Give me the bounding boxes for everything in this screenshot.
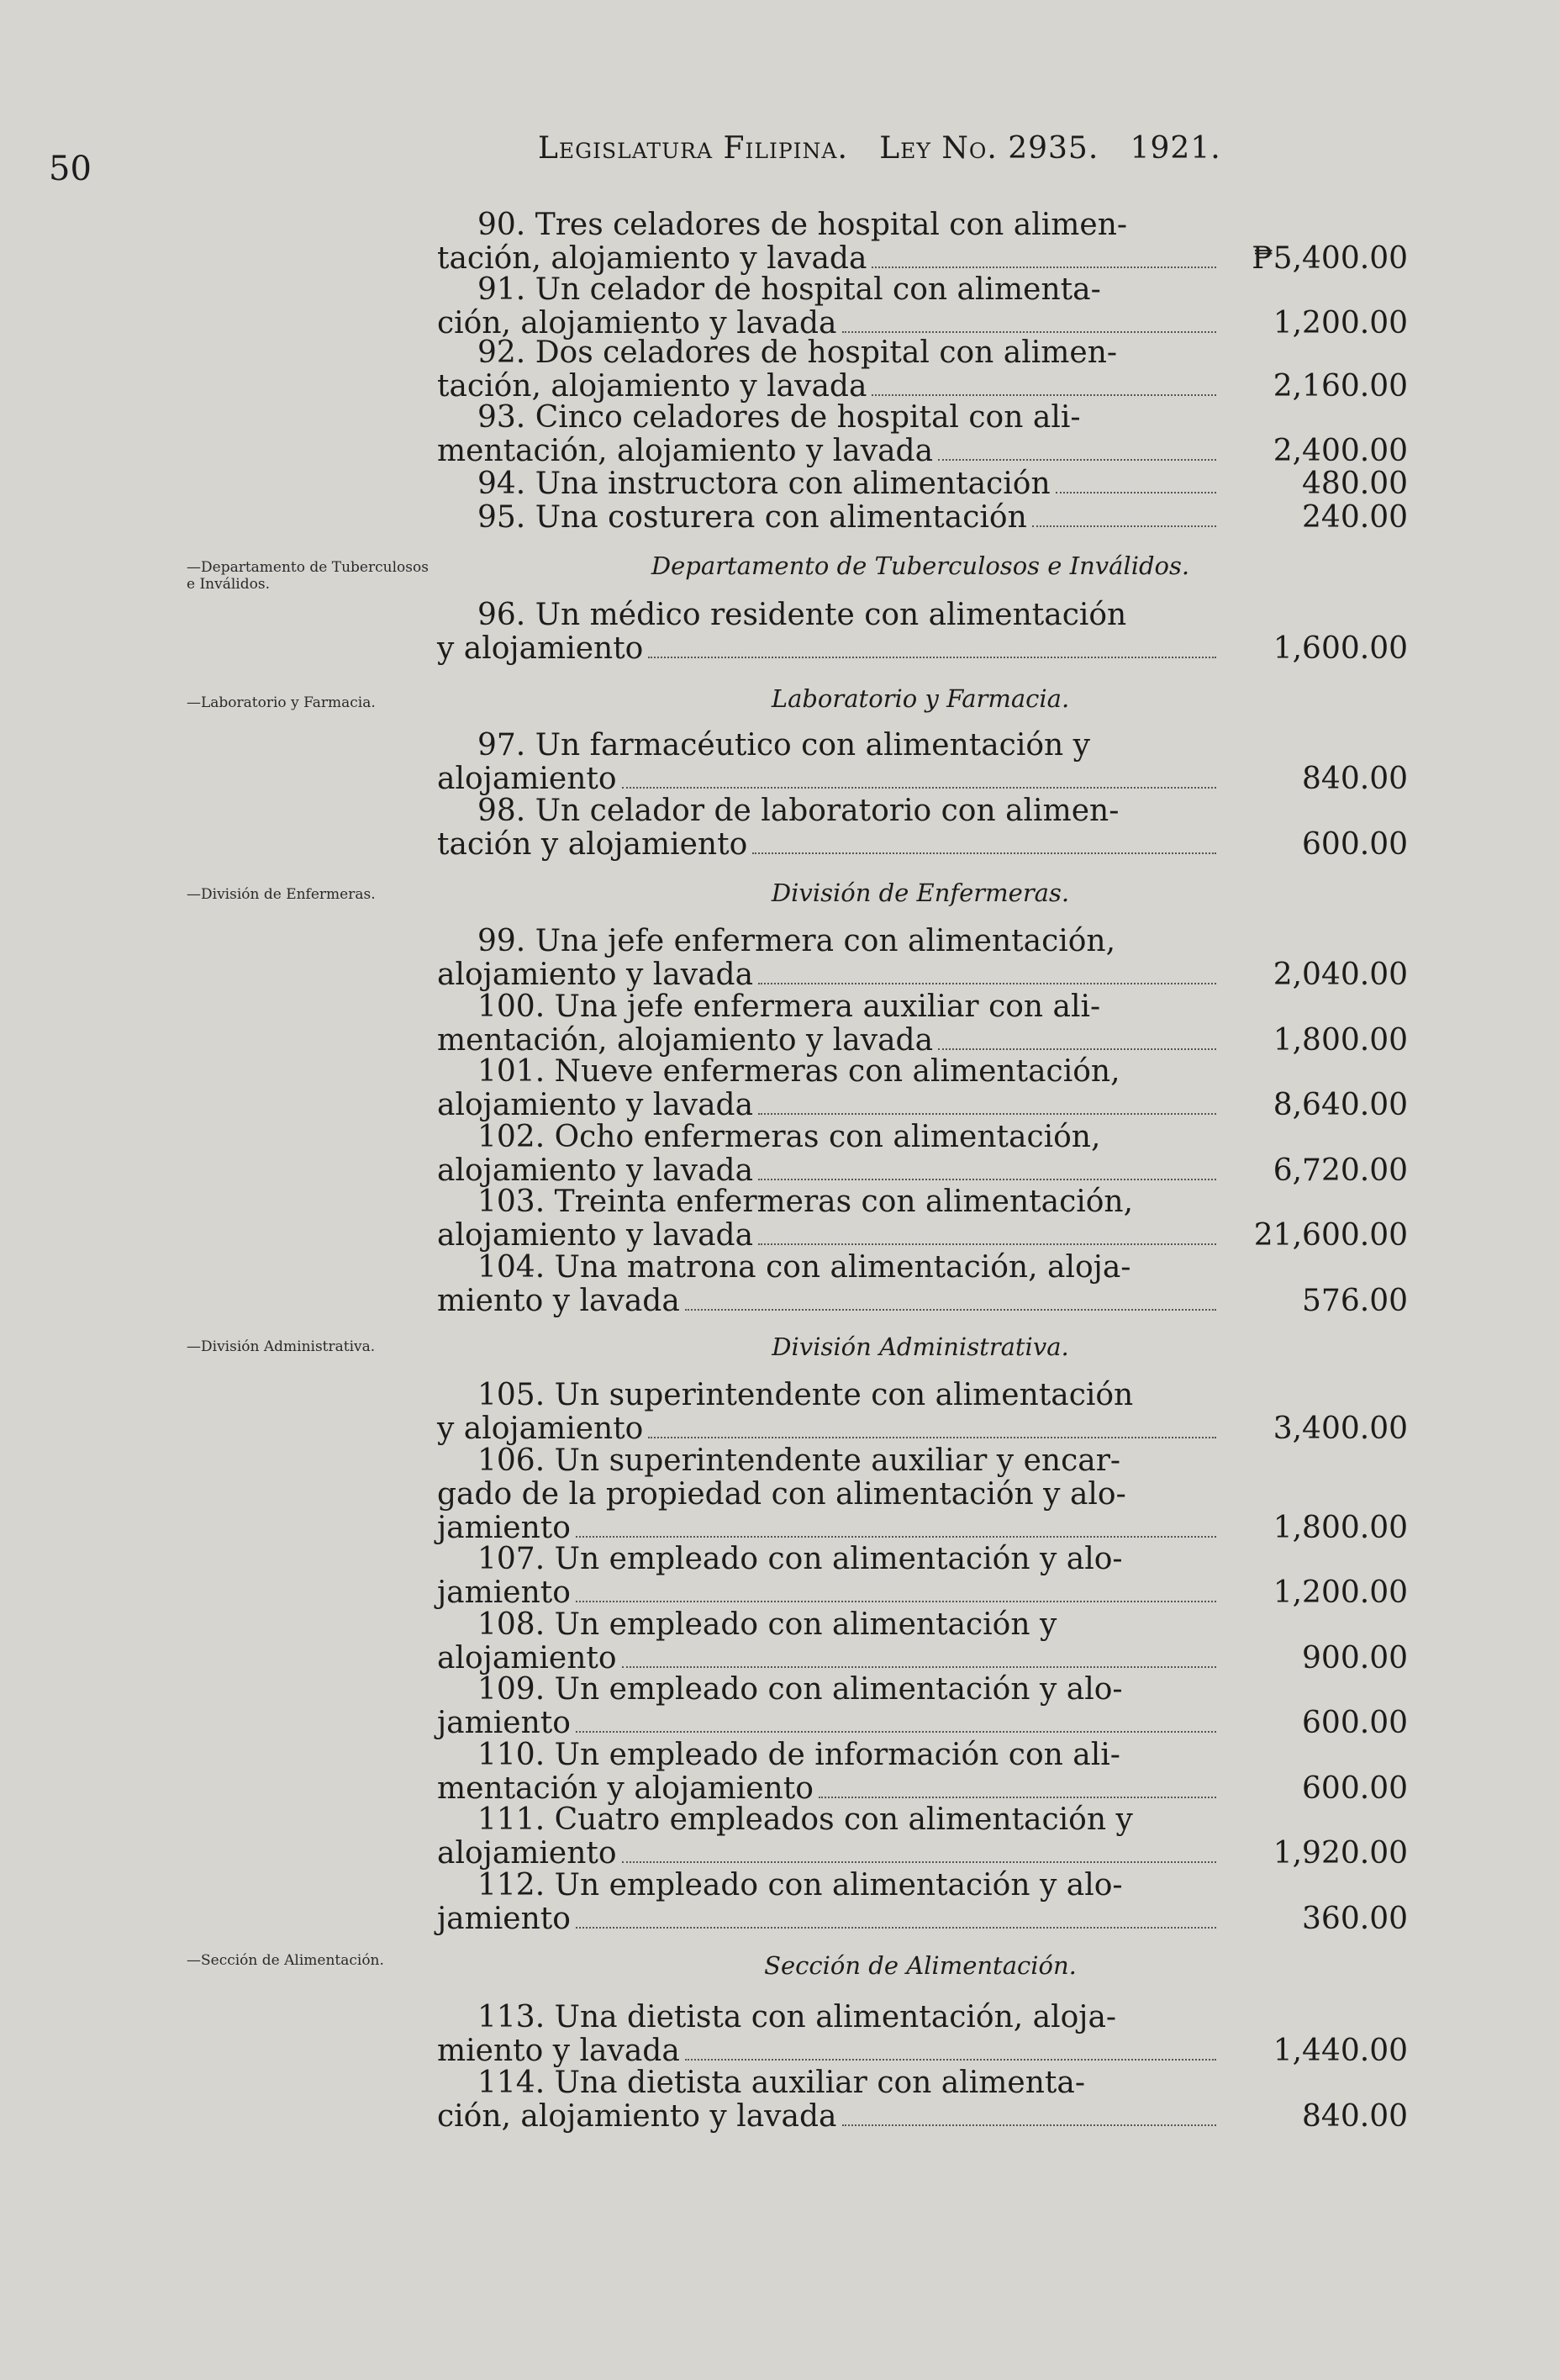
item-line: mentación, alojamiento y lavada — [437, 434, 934, 468]
item-line: alojamiento — [437, 1641, 617, 1675]
item-amount: 480.00 — [1302, 467, 1408, 501]
item-line: tación, alojamiento y lavada — [437, 369, 867, 404]
item-line: alojamiento — [437, 762, 617, 796]
item-amount: 2,040.00 — [1273, 958, 1408, 992]
budget-item — [437, 1379, 1408, 1446]
budget-item — [437, 729, 1408, 796]
section-heading: Sección de Alimentación. — [764, 1951, 1077, 1980]
section-heading: Departamento de Tuberculosos e Inválidos. — [651, 551, 1190, 580]
item-amount: 1,440.00 — [1273, 2034, 1408, 2068]
item-amount: ₱5,400.00 — [1252, 241, 1408, 276]
item-amount: 2,400.00 — [1273, 434, 1408, 468]
item-line: jamiento — [437, 1575, 571, 1610]
budget-item — [437, 599, 1408, 666]
budget-item — [437, 2066, 1408, 2134]
item-line: mentación, alojamiento y lavada — [437, 1023, 934, 1058]
item-amount: 8,640.00 — [1273, 1088, 1408, 1122]
budget-item — [437, 990, 1408, 1058]
item-line: alojamiento y lavada — [437, 958, 754, 992]
budget-item — [437, 1673, 1408, 1740]
item-line: 106. Un superintendente auxiliar y encar- — [477, 1443, 1121, 1478]
item-line: tación, alojamiento y lavada — [437, 241, 867, 276]
margin-note: —Departamento de Tuberculosos e Inválidos. — [187, 559, 429, 593]
item-line: jamiento — [437, 1706, 571, 1740]
budget-item — [437, 467, 1408, 501]
item-amount: 21,600.00 — [1253, 1218, 1408, 1253]
margin-note: —División de Enfermeras. — [187, 886, 376, 903]
budget-item — [437, 2001, 1408, 2068]
item-line: tación y alojamiento — [437, 827, 748, 862]
budget-item — [437, 1869, 1408, 1936]
item-line: alojamiento y lavada — [437, 1218, 754, 1253]
budget-item — [437, 925, 1408, 992]
item-line: 112. Un empleado con alimentación y alo- — [477, 1868, 1123, 1902]
margin-note: —Laboratorio y Farmacia. — [187, 694, 376, 711]
item-line: 90. Tres celadores de hospital con alimen- — [477, 208, 1128, 242]
section-heading: Laboratorio y Farmacia. — [771, 684, 1070, 713]
item-line: 93. Cinco celadores de hospital con ali- — [477, 400, 1081, 435]
item-amount: 840.00 — [1302, 2099, 1408, 2134]
section-heading: División de Enfermeras. — [771, 879, 1070, 907]
item-amount: 1,800.00 — [1273, 1511, 1408, 1545]
item-line: 96. Un médico residente con alimentación — [477, 598, 1127, 632]
item-line: 98. Un celador de laboratorio con alimen- — [477, 794, 1120, 828]
item-amount: 360.00 — [1302, 1902, 1408, 1936]
item-line: 111. Cuatro empleados con alimentación y — [477, 1802, 1133, 1837]
item-line: 103. Treinta enfermeras con alimentación, — [477, 1185, 1134, 1219]
item-line: mentación y alojamiento — [437, 1771, 814, 1806]
item-amount: 6,720.00 — [1273, 1153, 1408, 1188]
page-number: 50 — [49, 150, 92, 188]
running-head — [538, 131, 1221, 166]
item-line: 110. Un empleado de información con ali- — [477, 1738, 1120, 1772]
item-amount: 600.00 — [1302, 827, 1408, 862]
item-line: 109. Un empleado con alimentación y alo- — [477, 1672, 1123, 1707]
item-line: 91. Un celador de hospital con alimenta- — [477, 272, 1101, 307]
header-law: Ley No. 2935. — [879, 131, 1099, 166]
item-line: 97. Un farmacéutico con alimentación y — [477, 728, 1090, 763]
budget-item — [437, 1444, 1408, 1545]
item-line: jamiento — [437, 1902, 571, 1936]
item-line: alojamiento y lavada — [437, 1153, 754, 1188]
item-amount: 3,400.00 — [1273, 1412, 1408, 1446]
item-line: 108. Un empleado con alimentación y — [477, 1607, 1057, 1642]
budget-item — [437, 501, 1408, 535]
budget-item — [437, 273, 1408, 340]
budget-item — [437, 1055, 1408, 1122]
budget-item — [437, 1803, 1408, 1871]
budget-item — [437, 336, 1408, 404]
item-amount: 1,200.00 — [1273, 306, 1408, 340]
budget-item — [437, 401, 1408, 468]
item-line: 95. Una costurera con alimentación — [477, 500, 1027, 535]
item-line: 99. Una jefe enfermera con alimentación, — [477, 924, 1116, 958]
item-line: gado de la propiedad con alimentación y alo- — [437, 1477, 1126, 1512]
item-amount: 600.00 — [1302, 1771, 1408, 1806]
budget-item — [437, 794, 1408, 862]
item-amount: 600.00 — [1302, 1706, 1408, 1740]
item-amount: 900.00 — [1302, 1641, 1408, 1675]
budget-item — [437, 1739, 1408, 1806]
section-heading: División Administrativa. — [772, 1332, 1069, 1361]
item-line: miento y lavada — [437, 2034, 680, 2068]
item-line: 105. Un superintendente con alimentación — [477, 1378, 1134, 1412]
item-line: 107. Un empleado con alimentación y alo- — [477, 1542, 1123, 1576]
item-amount: 1,200.00 — [1273, 1575, 1408, 1610]
item-amount: 1,920.00 — [1273, 1836, 1408, 1871]
budget-item — [437, 1608, 1408, 1675]
item-amount: 1,800.00 — [1273, 1023, 1408, 1058]
item-line: jamiento — [437, 1511, 571, 1545]
header-title: Legislatura Filipina. — [538, 131, 848, 166]
item-amount: 840.00 — [1302, 762, 1408, 796]
item-line: 102. Ocho enfermeras con alimentación, — [477, 1120, 1101, 1154]
item-line: miento y lavada — [437, 1284, 680, 1318]
budget-item — [437, 208, 1408, 276]
item-line: 104. Una matrona con alimentación, aloja- — [477, 1250, 1131, 1285]
item-line: ción, alojamiento y lavada — [437, 2099, 837, 2134]
margin-note: —División Administrativa. — [187, 1338, 376, 1355]
item-line: alojamiento — [437, 1836, 617, 1871]
header-year: 1921. — [1130, 131, 1221, 166]
item-line: 114. Una dietista auxiliar con alimenta- — [477, 2066, 1086, 2100]
item-amount: 1,600.00 — [1273, 631, 1408, 666]
item-line: 101. Nueve enfermeras con alimentación, — [477, 1054, 1120, 1089]
budget-item — [437, 1251, 1408, 1318]
item-line: alojamiento y lavada — [437, 1088, 754, 1122]
item-amount: 2,160.00 — [1273, 369, 1408, 404]
item-line: 92. Dos celadores de hospital con alimen- — [477, 335, 1118, 370]
margin-note: —Sección de Alimentación. — [187, 1952, 384, 1969]
item-line: 94. Una instructora con alimentación — [477, 467, 1051, 501]
item-line: y alojamiento — [437, 1412, 644, 1446]
item-amount: 240.00 — [1302, 500, 1408, 535]
budget-item — [437, 1543, 1408, 1610]
item-line: 100. Una jefe enfermera auxiliar con ali- — [477, 989, 1101, 1024]
budget-item — [437, 1121, 1408, 1188]
item-line: 113. Una dietista con alimentación, aloja- — [477, 2000, 1117, 2034]
item-line: ción, alojamiento y lavada — [437, 306, 837, 340]
item-amount: 576.00 — [1302, 1284, 1408, 1318]
budget-item — [437, 1185, 1408, 1253]
item-line: y alojamiento — [437, 631, 644, 666]
